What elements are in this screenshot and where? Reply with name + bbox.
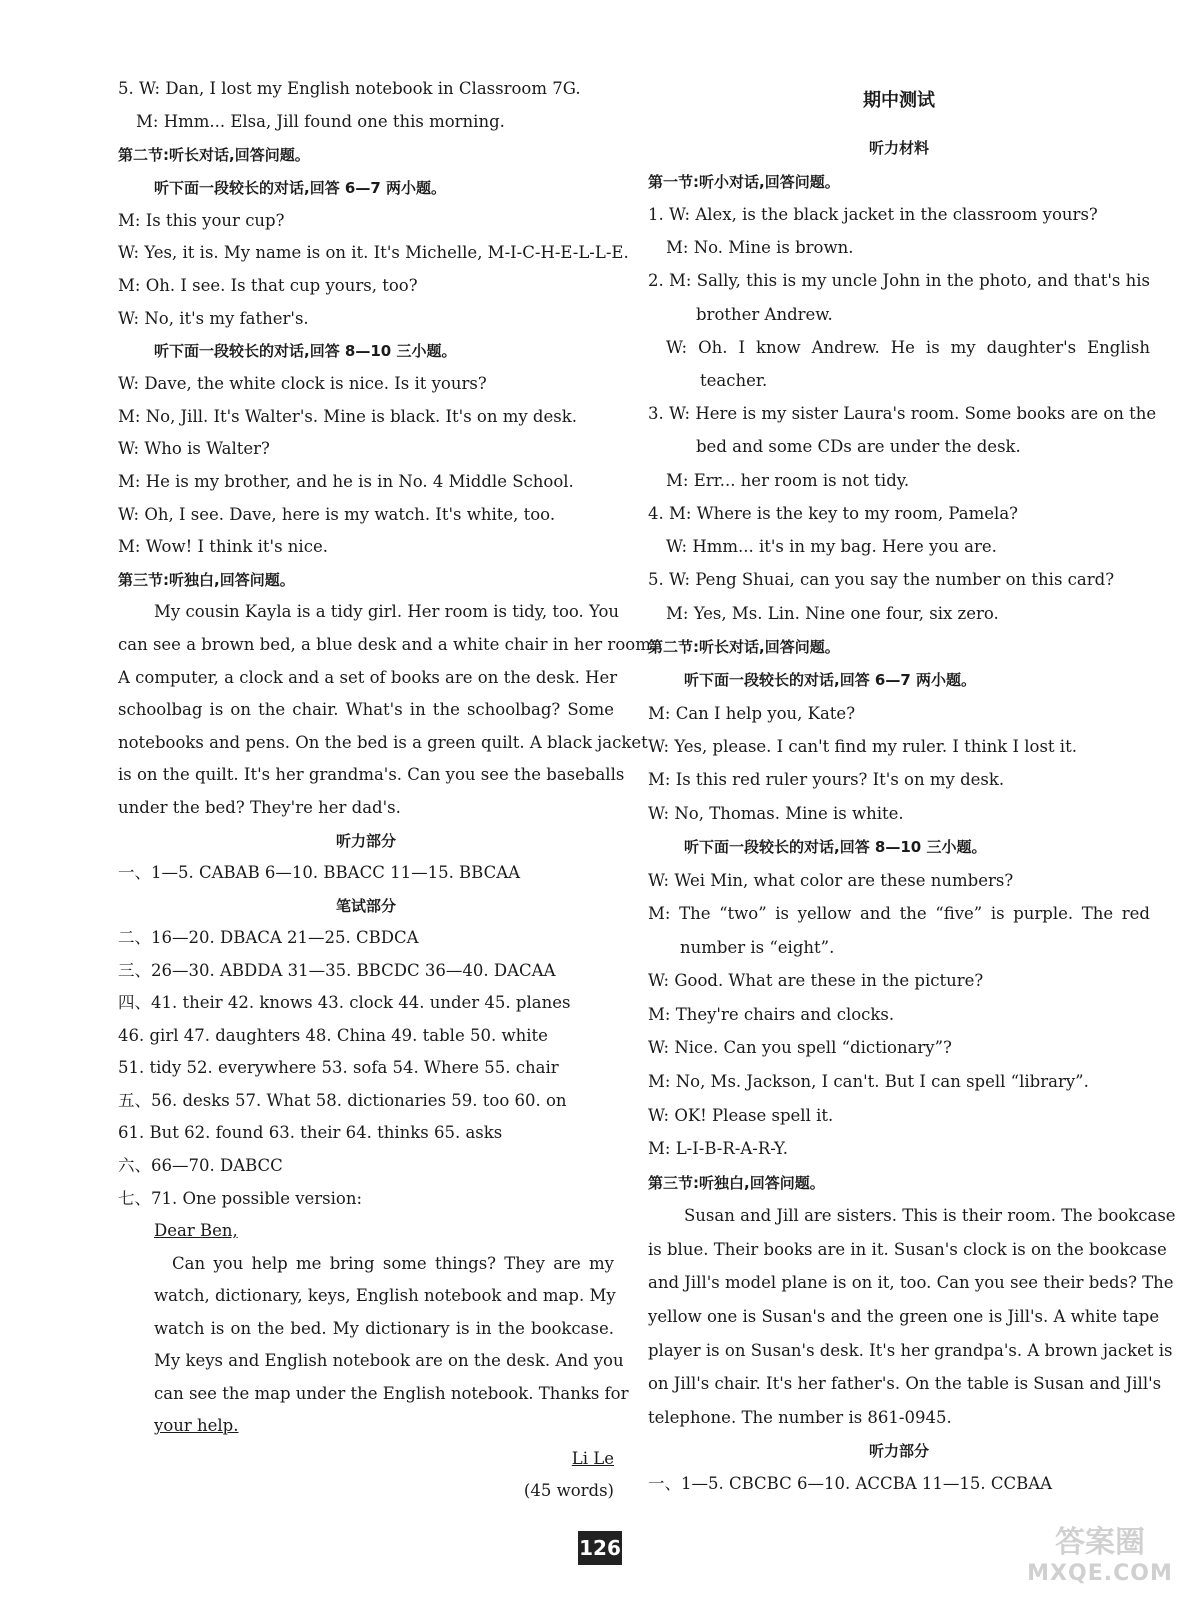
- right-line-13: W: Hmm... it's in my bag. Here you are.: [666, 537, 997, 556]
- left-line-12: M: He is my brother, and he is in No. 4 Middle School.: [118, 472, 574, 491]
- left-line-25: 笔试部分: [335, 897, 396, 915]
- right-line-40: 听力部分: [868, 1442, 929, 1460]
- right-line-5: 2. M: Sally, this is my uncle John in the photo, and that's his: [648, 271, 1150, 290]
- left-line-0: 5. W: Dan, I lost my English notebook in Classroom 7G.: [118, 79, 581, 98]
- left-line-24: 一、1—5. CABAB 6—10. BBACC 11—15. BBCAA: [118, 863, 521, 882]
- right-line-29: M: No, Ms. Jackson, I can't. But I can spell “library”.: [648, 1072, 1089, 1091]
- right-line-16: 第二节:听长对话,回答问题。: [648, 638, 840, 656]
- right-line-4: M: No. Mine is brown.: [666, 238, 854, 257]
- left-line-35: Dear Ben,: [154, 1221, 238, 1240]
- right-line-6: brother Andrew.: [696, 305, 833, 324]
- right-line-3: 1. W: Alex, is the black jacket in the classroom yours?: [648, 205, 1098, 224]
- right-line-33: Susan and Jill are sisters. This is their room. The bookcase: [684, 1206, 1176, 1225]
- right-line-17: 听下面一段较长的对话,回答 6—7 两小题。: [684, 671, 977, 689]
- left-line-42: Li Le: [571, 1449, 614, 1468]
- left-line-19: schoolbag is on the chair. What's in the schoolbag? Some: [118, 700, 614, 719]
- right-line-24: M: The “two” is yellow and the “five” is purple. The red: [648, 904, 1150, 923]
- right-line-28: W: Nice. Can you spell “dictionary”?: [648, 1038, 952, 1057]
- left-line-29: 46. girl 47. daughters 48. China 49. table 50. white: [118, 1026, 548, 1045]
- left-line-41: your help.: [154, 1416, 239, 1435]
- right-line-32: 第三节:听独白,回答问题。: [648, 1174, 825, 1192]
- right-line-25: number is “eight”.: [680, 938, 835, 957]
- right-line-22: 听下面一段较长的对话,回答 8—10 三小题。: [684, 838, 987, 856]
- right-line-35: and Jill's model plane is on it, too. Can you see their beds? The: [648, 1273, 1174, 1292]
- left-line-27: 三、26—30. ABDDA 31—35. BBCDC 36—40. DACAA: [118, 961, 556, 980]
- left-line-2: 第二节:听长对话,回答问题。: [118, 146, 310, 164]
- left-line-6: M: Oh. I see. Is that cup yours, too?: [118, 276, 418, 295]
- left-line-43: (45 words): [523, 1481, 614, 1500]
- watermark-line-2: MXQE.COM: [1027, 1561, 1173, 1586]
- right-line-18: M: Can I help you, Kate?: [648, 704, 856, 723]
- left-line-22: under the bed? They're her dad's.: [118, 798, 401, 817]
- left-line-11: W: Who is Walter?: [118, 439, 270, 458]
- left-line-7: W: No, it's my father's.: [118, 309, 309, 328]
- left-line-8: 听下面一段较长的对话,回答 8—10 三小题。: [154, 342, 457, 360]
- right-line-11: M: Err... her room is not tidy.: [666, 471, 910, 490]
- left-line-4: M: Is this your cup?: [118, 211, 285, 230]
- right-line-1: 听力材料: [868, 139, 929, 157]
- watermark-line-1: 答案圈: [1055, 1525, 1145, 1560]
- right-line-27: M: They're chairs and clocks.: [648, 1005, 895, 1024]
- right-line-15: M: Yes, Ms. Lin. Nine one four, six zero.: [666, 604, 999, 623]
- right-line-7: W: Oh. I know Andrew. He is my daughter's English: [666, 338, 1150, 357]
- left-line-36: Can you help me bring some things? They are my: [172, 1254, 614, 1273]
- left-line-38: watch is on the bed. My dictionary is in the bookcase.: [154, 1319, 614, 1338]
- left-line-40: can see the map under the English notebook. Thanks for: [154, 1384, 629, 1403]
- right-line-41: 一、1—5. CBCBC 6—10. ACCBA 11—15. CCBAA: [648, 1474, 1053, 1493]
- left-line-39: My keys and English notebook are on the desk. And you: [154, 1351, 624, 1370]
- right-line-38: on Jill's chair. It's her father's. On the table is Susan and Jill's: [648, 1374, 1162, 1393]
- right-line-39: telephone. The number is 861-0945.: [648, 1408, 952, 1427]
- left-line-13: W: Oh, I see. Dave, here is my watch. It's white, too.: [118, 505, 556, 524]
- left-line-9: W: Dave, the white clock is nice. Is it yours?: [118, 374, 487, 393]
- right-line-0: 期中测试: [863, 90, 935, 111]
- right-line-37: player is on Susan's desk. It's her grandpa's. A brown jacket is: [648, 1341, 1173, 1360]
- left-line-23: 听力部分: [335, 832, 396, 850]
- left-line-1: M: Hmm... Elsa, Jill found one this morning.: [136, 112, 505, 131]
- right-line-26: W: Good. What are these in the picture?: [648, 971, 984, 990]
- right-line-2: 第一节:听小对话,回答问题。: [648, 173, 840, 191]
- left-line-21: is on the quilt. It's her grandma's. Can you see the baseballs: [118, 765, 625, 784]
- left-line-15: 第三节:听独白,回答问题。: [118, 571, 295, 589]
- left-line-30: 51. tidy 52. everywhere 53. sofa 54. Where 55. chair: [118, 1058, 559, 1077]
- right-line-8: teacher.: [700, 371, 768, 390]
- right-line-10: bed and some CDs are under the desk.: [696, 437, 1021, 456]
- left-line-33: 六、66—70. DABCC: [118, 1156, 283, 1175]
- right-line-12: 4. M: Where is the key to my room, Pamela?: [648, 504, 1019, 523]
- left-line-20: notebooks and pens. On the bed is a green quilt. A black jacket: [118, 733, 648, 752]
- left-line-16: My cousin Kayla is a tidy girl. Her room is tidy, too. You: [154, 602, 620, 621]
- right-line-9: 3. W: Here is my sister Laura's room. Some books are on the: [648, 404, 1157, 423]
- right-line-30: W: OK! Please spell it.: [648, 1106, 834, 1125]
- right-line-21: W: No, Thomas. Mine is white.: [648, 804, 904, 823]
- right-line-14: 5. W: Peng Shuai, can you say the number on this card?: [648, 570, 1115, 589]
- right-line-31: M: L-I-B-R-A-R-Y.: [648, 1139, 789, 1158]
- left-line-31: 五、56. desks 57. What 58. dictionaries 59. too 60. on: [118, 1091, 567, 1110]
- left-line-14: M: Wow! I think it's nice.: [118, 537, 328, 556]
- right-line-20: M: Is this red ruler yours? It's on my desk.: [648, 770, 1005, 789]
- right-line-19: W: Yes, please. I can't find my ruler. I think I lost it.: [648, 737, 1077, 756]
- left-line-34: 七、71. One possible version:: [118, 1189, 363, 1208]
- watermark-logo: [1020, 1525, 1180, 1595]
- right-line-23: W: Wei Min, what color are these numbers?: [648, 871, 1014, 890]
- right-line-34: is blue. Their books are in it. Susan's clock is on the bookcase: [648, 1240, 1167, 1259]
- left-line-17: can see a brown bed, a blue desk and a white chair in her room.: [118, 635, 657, 654]
- left-line-37: watch, dictionary, keys, English notebook and map. My: [154, 1286, 616, 1305]
- right-line-36: yellow one is Susan's and the green one is Jill's. A white tape: [648, 1307, 1160, 1326]
- left-line-26: 二、16—20. DBACA 21—25. CBDCA: [118, 928, 419, 947]
- left-line-28: 四、41. their 42. knows 43. clock 44. under 45. planes: [118, 993, 571, 1012]
- left-line-5: W: Yes, it is. My name is on it. It's Michelle, M-I-C-H-E-L-L-E.: [118, 243, 629, 262]
- left-line-18: A computer, a clock and a set of books are on the desk. Her: [118, 668, 618, 687]
- left-line-32: 61. But 62. found 63. their 64. thinks 65. asks: [118, 1123, 503, 1142]
- left-line-10: M: No, Jill. It's Walter's. Mine is black. It's on my desk.: [118, 407, 577, 426]
- left-line-3: 听下面一段较长的对话,回答 6—7 两小题。: [154, 179, 447, 197]
- page-number: 126: [578, 1531, 622, 1565]
